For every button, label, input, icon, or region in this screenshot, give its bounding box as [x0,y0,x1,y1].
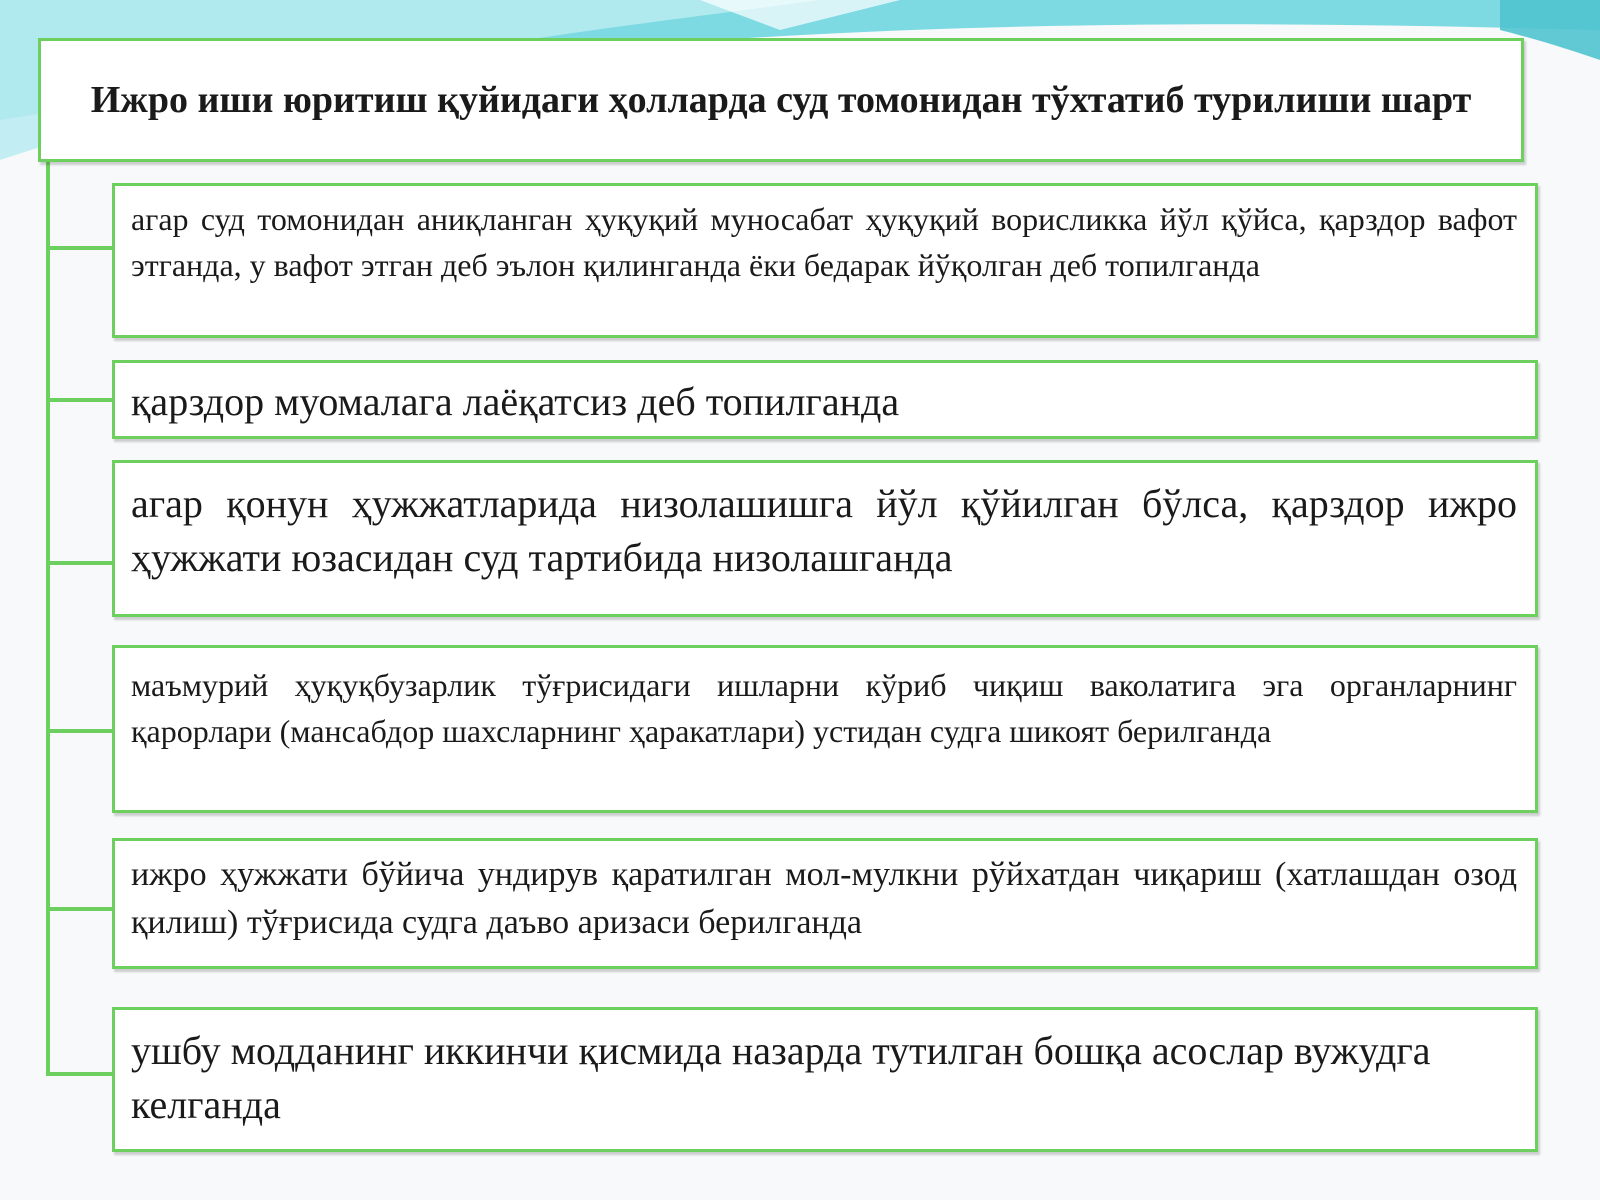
condition-box-3 [112,460,1538,617]
condition-box-1 [112,183,1538,338]
condition-text-4: маъмурий ҳуқуқбузарлик тўғрисидаги ишларни кўриб чиқиш ваколатига эга органларнинг қарорлари (мансабдор шахсларнинг ҳаракатлари) устидан судга шикоят берилганда [131,667,1517,749]
condition-box-2 [112,360,1538,439]
title-box [38,38,1524,162]
branch-line-3 [46,561,114,565]
condition-text-1: агар суд томонидан аниқланган ҳуқуқий муносабат ҳуқуқий ворисликка йўл қўйса, қарздор вафот этганда, у вафот этган деб эълон қилинганда ёки бедарак йўқолган деб топилганда [131,201,1517,283]
branch-line-1 [46,246,114,250]
diagram-title: Ижро иши юритиш қуйидаги ҳолларда суд томонидан тўхтатиб турилиши шарт [90,78,1472,121]
condition-box-6 [112,1007,1538,1152]
branch-line-2 [46,398,114,402]
condition-text-5: ижро ҳужжати бўйича ундирув қаратилган мол-мулкни рўйхатдан чиқариш (хатлашдан озод қилиш) тўғрисида судга даъво аризаси берилганда [131,856,1517,941]
condition-box-4 [112,645,1538,813]
tree-spine-line [46,128,50,1076]
condition-text-3: агар қонун ҳужжатларида низолашишга йўл қўйилган бўлса, қарздор ижро ҳужжати юзасидан суд тартибида низолашганда [131,481,1517,580]
branch-line-6 [46,1072,114,1076]
branch-line-4 [46,729,114,733]
condition-box-5 [112,838,1538,969]
branch-line-5 [46,907,114,911]
condition-text-2: қарздор муомалага лаёқатсиз деб топилганда [131,379,900,424]
condition-text-6: ушбу модданинг иккинчи қисмида назарда тутилган бошқа асослар вужудга келганда [131,1028,1431,1127]
